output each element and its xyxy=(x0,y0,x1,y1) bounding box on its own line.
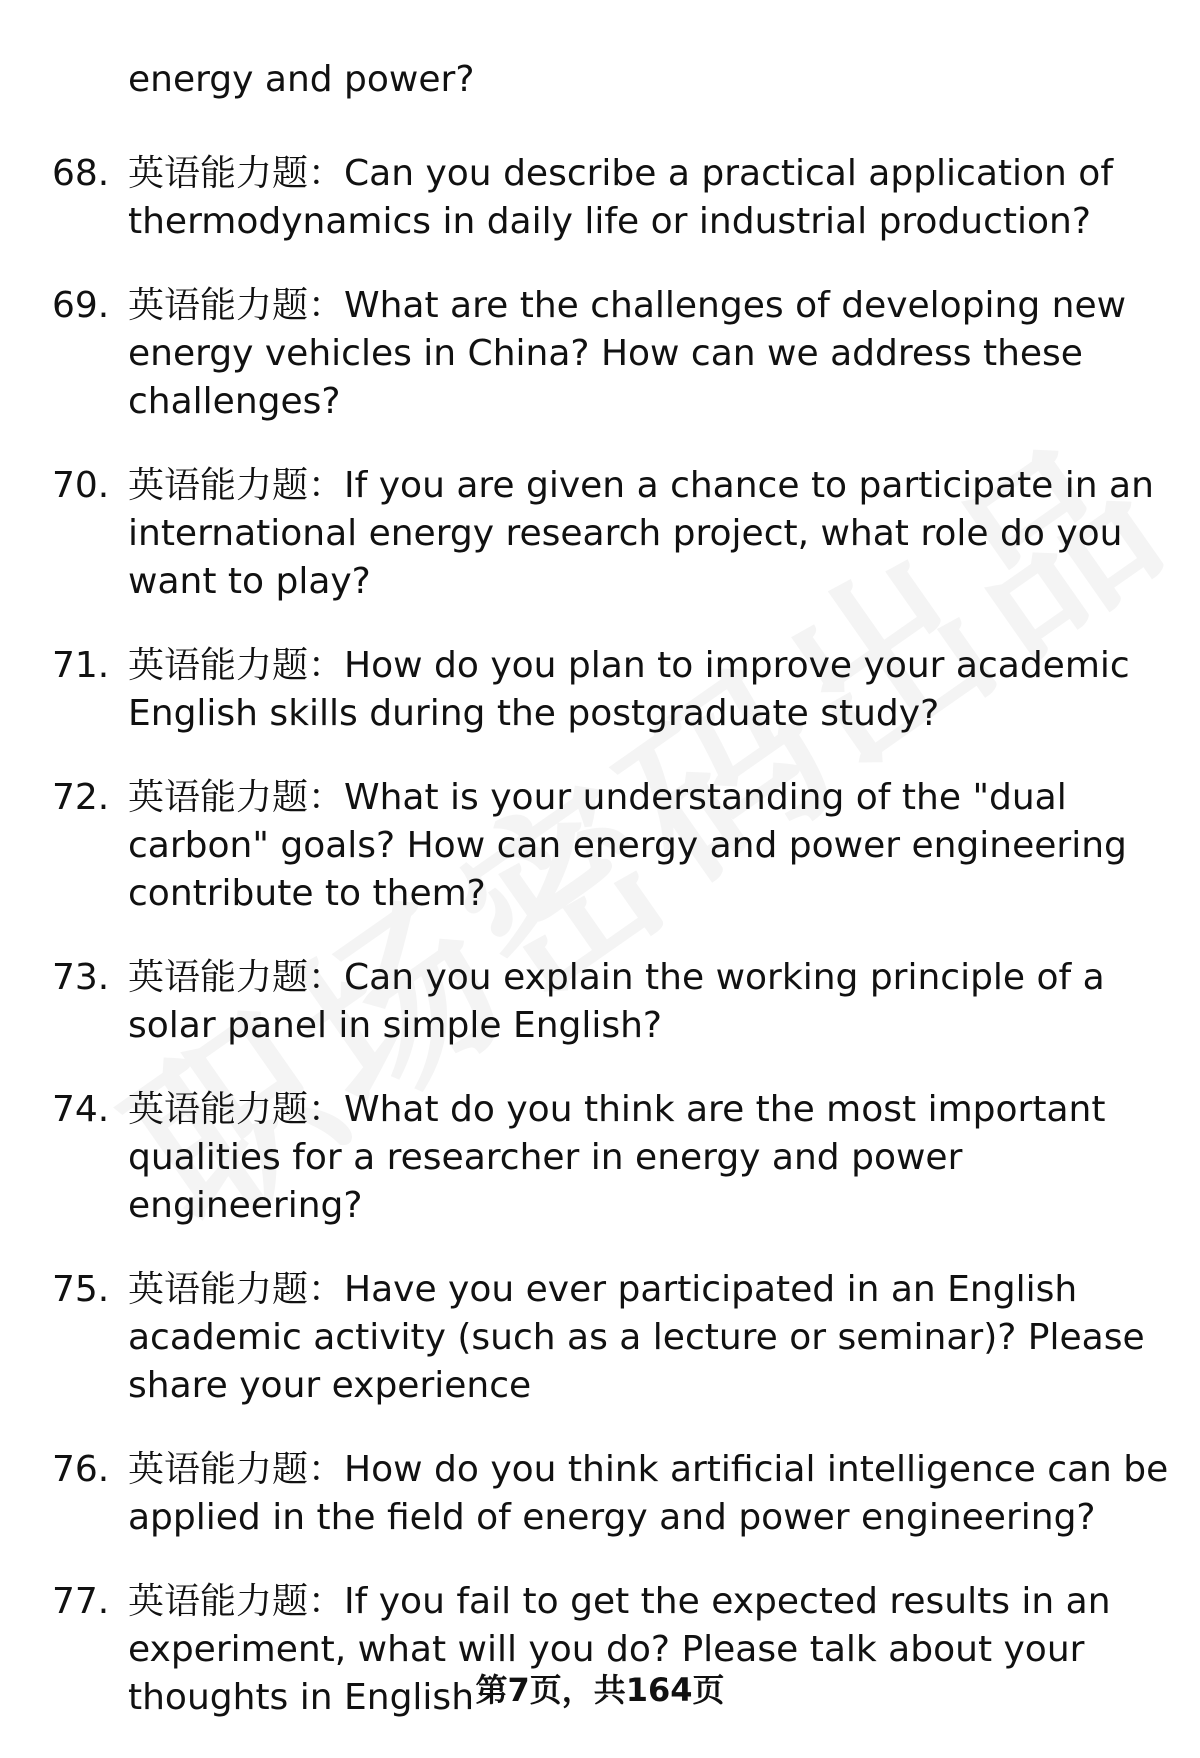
continued-question-text: energy and power? xyxy=(128,59,475,100)
question-item xyxy=(0,462,1200,606)
question-category: 英语能力题： xyxy=(128,1449,345,1490)
question-list xyxy=(0,150,1200,1758)
question-category: 英语能力题： xyxy=(128,1089,345,1130)
question-category: 英语能力题： xyxy=(128,957,345,998)
question-item xyxy=(0,774,1200,918)
question-body xyxy=(128,774,1173,918)
question-item xyxy=(0,282,1200,426)
question-item xyxy=(0,1446,1200,1542)
page-footer: 第7页，共164页 xyxy=(475,1671,725,1709)
question-number: 71. xyxy=(52,645,110,686)
question-text: How do you think artificial intelligence can be applied in the field of energy and power engineering? xyxy=(128,1449,1169,1538)
question-body xyxy=(128,642,1173,738)
question-item xyxy=(0,150,1200,246)
question-number: 70. xyxy=(52,465,110,506)
question-number: 75. xyxy=(52,1269,110,1310)
question-category: 英语能力题： xyxy=(128,285,345,326)
question-text: If you fail to get the expected results in an experiment, what will you do? Please talk about your thoughts in English xyxy=(128,1581,1111,1718)
question-item xyxy=(0,1086,1200,1230)
question-number: 77. xyxy=(52,1581,110,1622)
question-number: 69. xyxy=(52,285,110,326)
question-text: If you are given a chance to participate in an international energy research project, what role do you want to play? xyxy=(128,465,1154,602)
question-body xyxy=(128,282,1173,426)
question-text: What is your understanding of the "dual carbon" goals? How can energy and power engineering contribute to them? xyxy=(128,777,1127,914)
question-category: 英语能力题： xyxy=(128,1269,345,1310)
question-text: What do you think are the most important qualities for a researcher in energy and power engineering? xyxy=(128,1089,1106,1226)
question-item xyxy=(0,954,1200,1050)
question-number: 76. xyxy=(52,1449,110,1490)
question-body xyxy=(128,954,1173,1050)
question-number: 74. xyxy=(52,1089,110,1130)
question-item xyxy=(0,1266,1200,1410)
question-category: 英语能力题： xyxy=(128,465,345,506)
question-body xyxy=(128,150,1173,246)
question-category: 英语能力题： xyxy=(128,1581,345,1622)
question-number: 72. xyxy=(52,777,110,818)
question-body xyxy=(128,1086,1173,1230)
question-body xyxy=(128,462,1173,606)
question-body xyxy=(128,1266,1173,1410)
question-category: 英语能力题： xyxy=(128,645,345,686)
question-body xyxy=(128,1446,1173,1542)
question-text: Have you ever participated in an English academic activity (such as a lecture or seminar)? Please share your experience xyxy=(128,1269,1145,1406)
question-category: 英语能力题： xyxy=(128,153,345,194)
question-item xyxy=(0,642,1200,738)
question-text: How do you plan to improve your academic English skills during the postgraduate study? xyxy=(128,645,1130,734)
question-category: 英语能力题： xyxy=(128,777,345,818)
question-number: 68. xyxy=(52,153,110,194)
question-text: What are the challenges of developing new energy vehicles in China? How can we address these challenges? xyxy=(128,285,1127,422)
question-number: 73. xyxy=(52,957,110,998)
question-text: Can you explain the working principle of a solar panel in simple English? xyxy=(128,957,1105,1046)
question-text: Can you describe a practical application of thermodynamics in daily life or industrial production? xyxy=(128,153,1114,242)
